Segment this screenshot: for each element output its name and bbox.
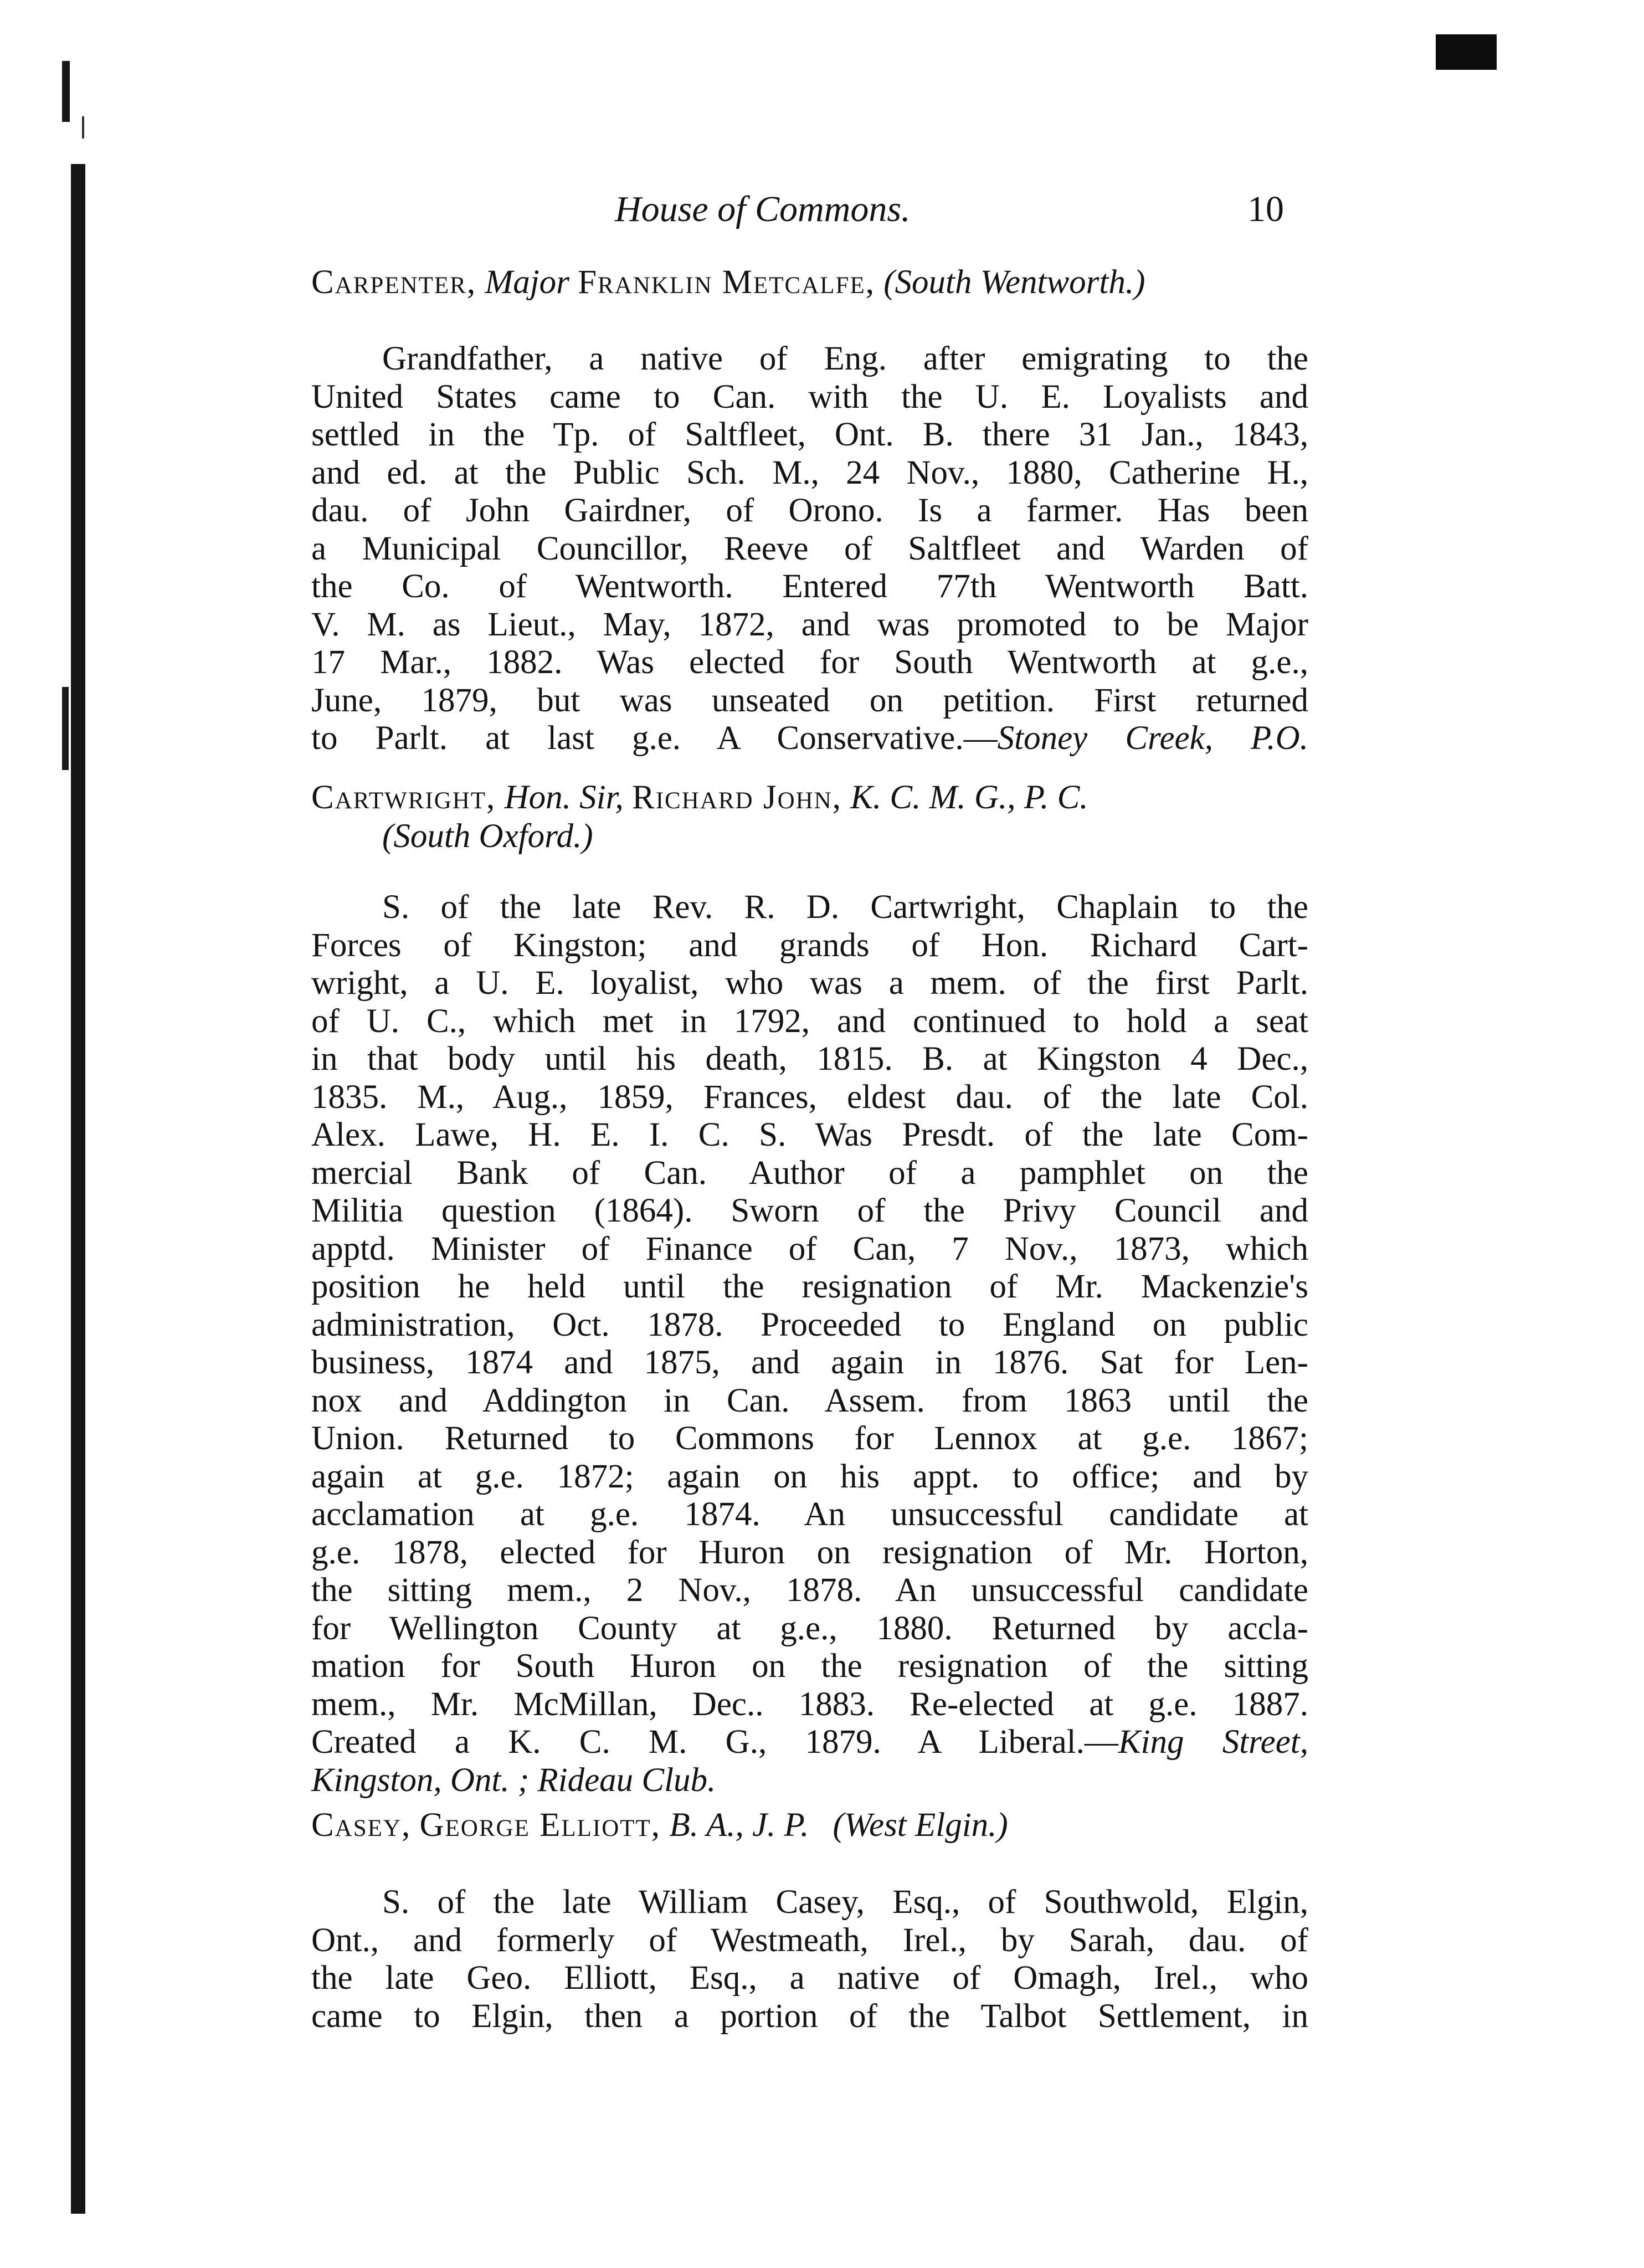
text-line: S. of the late Rev. R. D. Cartwright, Chaplain to the	[382, 889, 1308, 926]
text-line: settled in the Tp. of Saltfleet, Ont. B. there 31 Jan., 1843,	[311, 416, 1308, 453]
text-line	[311, 1723, 1308, 1762]
text-line: mation for South Huron on the resignation of the sitting	[311, 1648, 1308, 1685]
text-line: V. M. as Lieut., May, 1872, and was promoted to be Major	[311, 606, 1308, 643]
text-line: 1835. M., Aug., 1859, Frances, eldest dau. of the late Col.	[311, 1078, 1308, 1116]
entry-given-names: George Elliott,	[419, 1807, 661, 1844]
text-line: United States came to Can. with the U. E. Loyalists and	[311, 378, 1308, 415]
text-line: a Municipal Councillor, Reeve of Saltfleet and Warden of	[311, 530, 1308, 567]
scan-mark	[62, 687, 69, 770]
entry-surname: Cartwright,	[311, 779, 496, 816]
text-line: S. of the late William Casey, Esq., of Southwold, Elgin,	[382, 1884, 1308, 1921]
text-line: position he held until the resignation of Mr. Mackenzie's	[311, 1268, 1308, 1305]
entry-surname: Carpenter,	[311, 264, 477, 301]
entry-address: King Street,	[1118, 1723, 1308, 1761]
text-line: of U. C., which met in 1792, and continued to hold a seat	[311, 1002, 1308, 1040]
scan-corner-mark	[1436, 34, 1497, 70]
entry-given-names: Franklin Metcalfe,	[578, 264, 875, 301]
entry-body	[311, 889, 1308, 1799]
text-line: Forces of Kingston; and grands of Hon. Richard Cart-	[311, 926, 1308, 964]
entry-riding: (South Oxford.)	[382, 818, 593, 855]
text-line: mem., Mr. McMillan, Dec.. 1883. Re-elected at g.e. 1887.	[311, 1685, 1308, 1723]
text-line: g.e. 1878, elected for Huron on resignation of Mr. Horton,	[311, 1533, 1308, 1571]
text-line: in that body until his death, 1815. B. at Kingston 4 Dec.,	[311, 1040, 1308, 1077]
text-line: mercial Bank of Can. Author of a pamphlet on the	[311, 1154, 1308, 1192]
text-line: 17 Mar., 1882. Was elected for South Wentworth at g.e.,	[311, 644, 1308, 681]
running-head: House of Commons.	[615, 189, 911, 229]
text-line: the late Geo. Elliott, Esq., a native of Omagh, Irel., who	[311, 1959, 1308, 1997]
entry-body	[311, 340, 1308, 758]
text-line: again at g.e. 1872; again on his appt. to office; and by	[311, 1458, 1308, 1495]
text-line: nox and Addington in Can. Assem. from 1863 until the	[311, 1382, 1308, 1419]
entry-riding: (West Elgin.)	[833, 1807, 1008, 1844]
text-line: acclamation at g.e. 1874. An unsuccessful candidate at	[311, 1496, 1308, 1533]
text-line: dau. of John Gairdner, of Orono. Is a farmer. Has been	[311, 492, 1308, 529]
entry-riding: (South Wentworth.)	[883, 264, 1145, 301]
scan-mark	[82, 116, 84, 138]
text-line: and ed. at the Public Sch. M., 24 Nov., 1880, Catherine H.,	[311, 454, 1308, 491]
text-line: Militia question (1864). Sworn of the Privy Council and	[311, 1192, 1308, 1229]
text-line: Union. Returned to Commons for Lennox at g.e. 1867;	[311, 1420, 1308, 1457]
entry-heading	[311, 260, 1145, 305]
text-line: Ont., and formerly of Westmeath, Irel., by Sarah, dau. of	[311, 1921, 1308, 1959]
entry-address: Stoney Creek, P.O.	[997, 720, 1308, 757]
text-line: came to Elgin, then a portion of the Talbot Settlement, in	[311, 1997, 1308, 2035]
entry-surname: Casey,	[311, 1807, 412, 1844]
entry-body	[311, 1884, 1308, 2035]
page-number: 10	[1247, 189, 1284, 229]
text-line: Alex. Lawe, H. E. I. C. S. Was Presdt. of the late Com-	[311, 1116, 1308, 1153]
entry-title: Major	[485, 264, 569, 301]
scan-mark	[62, 61, 70, 122]
text-line: wright, a U. E. loyalist, who was a mem. of the first Parlt.	[311, 964, 1308, 1002]
entry-given-names: Richard John,	[632, 779, 842, 816]
text-line: the Co. of Wentworth. Entered 77th Wentworth Batt.	[311, 568, 1308, 605]
entry-heading	[311, 776, 1088, 820]
entry-title: Hon. Sir,	[504, 779, 624, 816]
entry-honours: B. A., J. P.	[669, 1807, 809, 1844]
entry-heading	[311, 1803, 1008, 1848]
text-line	[311, 720, 1308, 758]
text-line: for Wellington County at g.e., 1880. Returned by accla-	[311, 1609, 1308, 1647]
text-line-body: to Parlt. at last g.e. A Conservative.—	[311, 720, 998, 757]
text-line: administration, Oct. 1878. Proceeded to England on public	[311, 1306, 1308, 1343]
text-line: the sitting mem., 2 Nov., 1878. An unsuccessful candidate	[311, 1572, 1308, 1609]
scan-edge-shadow	[71, 164, 85, 2214]
entry-address-continued: Kingston, Ont. ; Rideau Club.	[311, 1761, 716, 1799]
text-line: business, 1874 and 1875, and again in 1876. Sat for Len-	[311, 1344, 1308, 1381]
text-line-body: Created a K. C. M. G., 1879. A Liberal.—	[311, 1723, 1118, 1761]
text-line: Grandfather, a native of Eng. after emigrating to the	[382, 340, 1308, 377]
text-line: June, 1879, but was unseated on petition. First returned	[311, 681, 1308, 719]
text-line: apptd. Minister of Finance of Can, 7 Nov., 1873, which	[311, 1230, 1308, 1268]
entry-honours: K. C. M. G., P. C.	[850, 779, 1088, 816]
